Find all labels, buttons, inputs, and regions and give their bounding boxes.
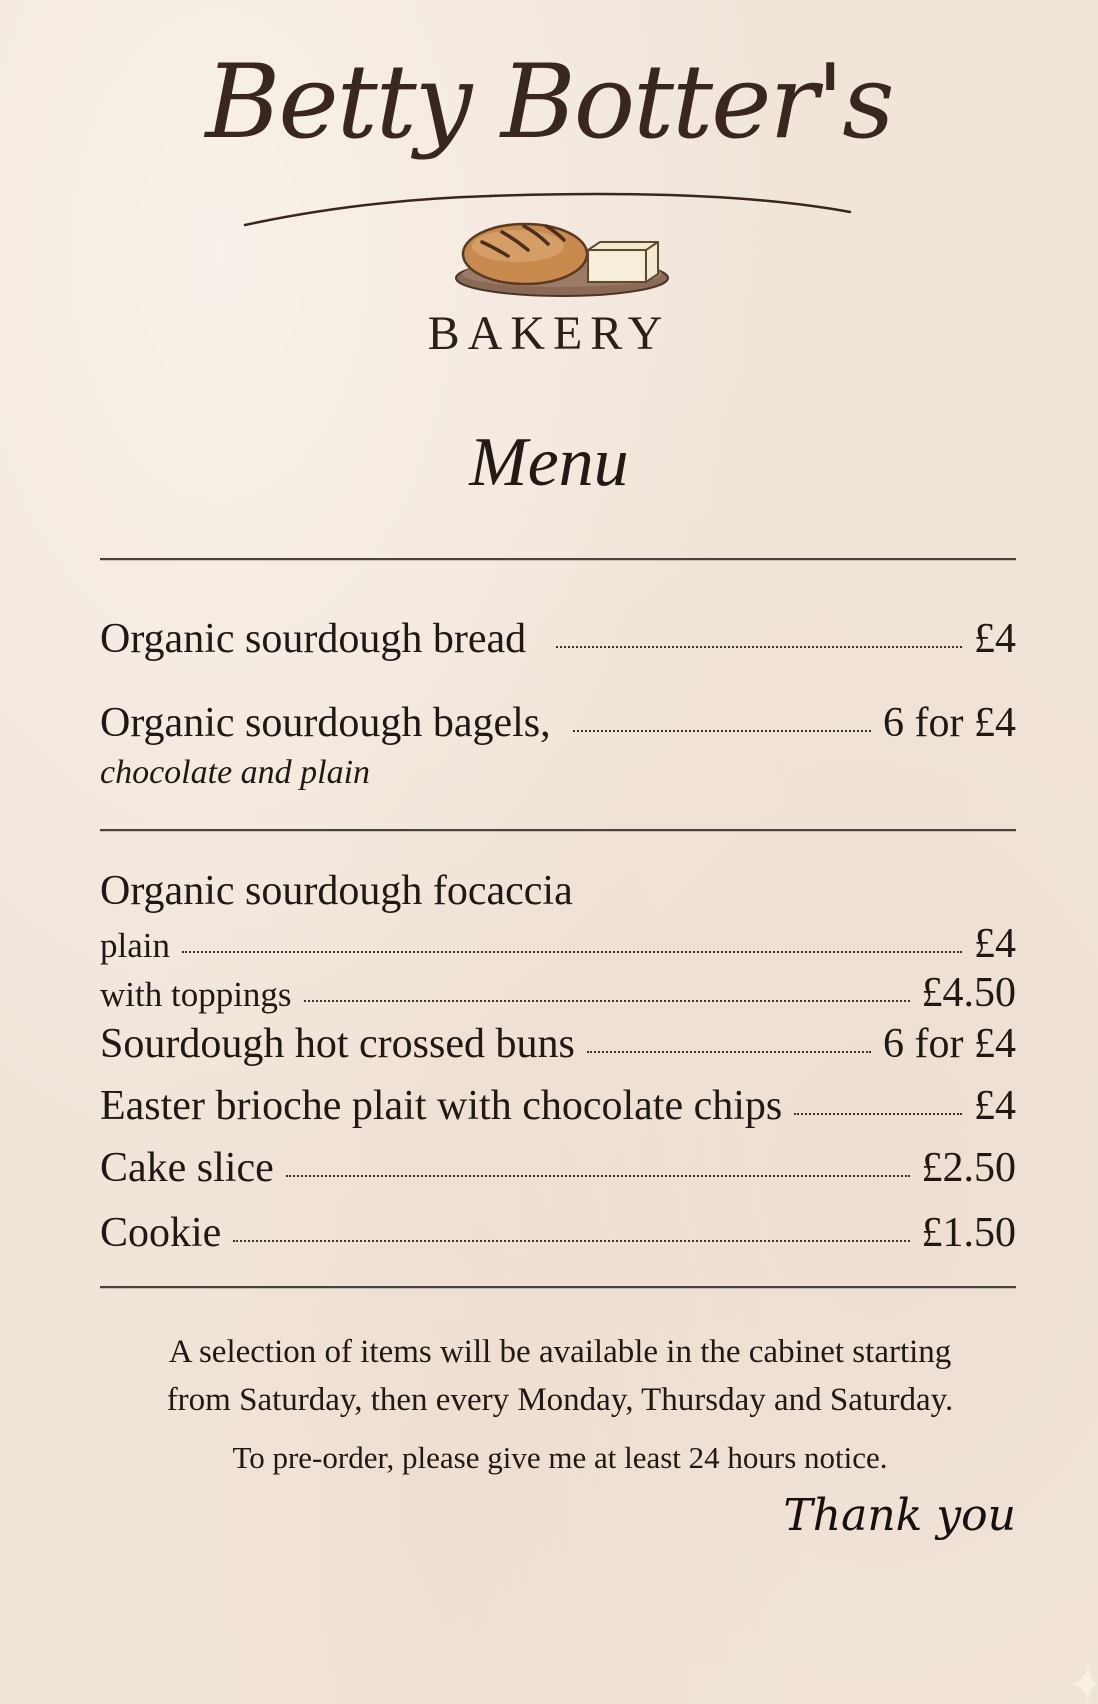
menu-item-name: with toppings bbox=[100, 975, 292, 1014]
menu-item bbox=[100, 1085, 1016, 1127]
menu-item-name: Organic sourdough bagels, bbox=[100, 700, 551, 746]
logo-subtitle: BAKERY bbox=[427, 307, 671, 360]
thank-you-signoff: Thank you bbox=[783, 1490, 1016, 1541]
logo-script-name: Betty Botter's bbox=[205, 43, 893, 162]
menu-item-variant bbox=[100, 972, 1016, 1014]
menu-item-name: Organic sourdough bread bbox=[100, 616, 527, 662]
divider-middle bbox=[100, 829, 1016, 831]
divider-top bbox=[100, 558, 1016, 560]
divider-bottom bbox=[100, 1286, 1016, 1288]
menu-item-name: Cake slice bbox=[100, 1145, 274, 1191]
availability-note-line2: from Saturday, then every Monday, Thursday and Saturday. bbox=[166, 1382, 954, 1418]
dot-leader bbox=[233, 1240, 909, 1242]
menu-item bbox=[100, 618, 1016, 660]
menu-item-name: Sourdough hot crossed buns bbox=[100, 1021, 575, 1067]
menu-item-name: plain bbox=[100, 926, 170, 965]
menu-item-price: £4 bbox=[974, 1083, 1016, 1129]
bread-and-butter-icon bbox=[440, 212, 680, 302]
menu-item-variant bbox=[100, 923, 1016, 965]
dot-leader bbox=[304, 1000, 910, 1002]
availability-note-line1: A selection of items will be available in the cabinet starting bbox=[168, 1334, 952, 1370]
dot-leader bbox=[573, 730, 871, 732]
menu-item-price: £4.50 bbox=[921, 970, 1016, 1016]
sparkle-icon bbox=[1048, 1654, 1098, 1704]
dot-leader bbox=[794, 1113, 962, 1115]
page-title: Menu bbox=[469, 424, 629, 501]
dot-leader bbox=[587, 1051, 871, 1053]
dot-leader bbox=[182, 951, 962, 953]
menu-item-price: 6 for £4 bbox=[883, 700, 1016, 746]
menu-item bbox=[100, 1147, 1016, 1189]
bakery-logo bbox=[0, 0, 1098, 380]
menu-item-price: 6 for £4 bbox=[883, 1021, 1016, 1067]
menu-item-price: £2.50 bbox=[921, 1145, 1016, 1191]
preorder-note: To pre-order, please give me at least 24 hours notice. bbox=[232, 1440, 888, 1475]
menu-item bbox=[100, 1023, 1016, 1065]
menu-item-heading: Organic sourdough focaccia bbox=[100, 868, 573, 914]
menu-item-name: Easter brioche plait with chocolate chips bbox=[100, 1083, 783, 1129]
menu-item-price: £4 bbox=[974, 616, 1016, 662]
menu-item-note: chocolate and plain bbox=[100, 754, 371, 791]
dot-leader bbox=[286, 1175, 910, 1177]
menu-item-name: Cookie bbox=[100, 1210, 222, 1256]
menu-item bbox=[100, 1212, 1016, 1254]
menu-item bbox=[100, 702, 1016, 744]
menu-item-price: £1.50 bbox=[921, 1210, 1016, 1256]
menu-item-price: £4 bbox=[974, 921, 1016, 967]
dot-leader bbox=[556, 646, 962, 648]
